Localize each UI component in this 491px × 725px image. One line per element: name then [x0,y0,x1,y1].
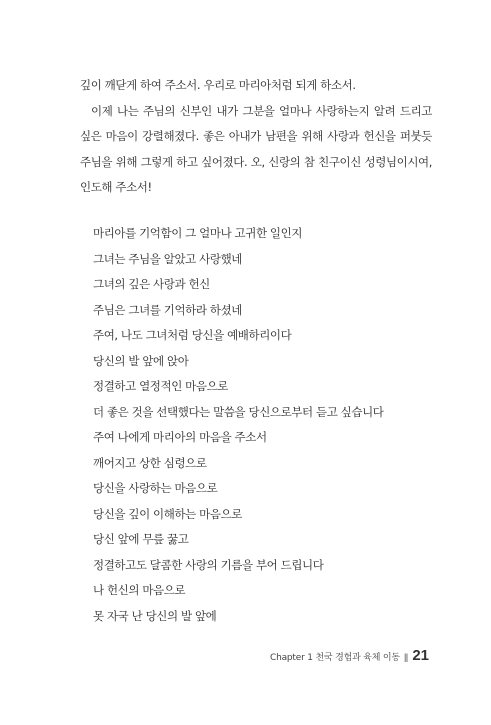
footer-separator: ǁ [403,653,409,663]
chapter-running-head: Chapter 1 천국 경험과 육체 이동 [270,653,400,663]
poem-line: 깨어지고 상한 심령으로 [93,455,207,470]
page-number: 21 [412,647,429,664]
poem-line: 정결하고도 달콤한 사랑의 기름을 부어 드립니다 [93,557,324,572]
poem-line: 그녀는 주님을 알았고 사랑했네 [93,251,242,266]
poem-line: 정결하고 열정적인 마음으로 [93,379,229,393]
poem-line: 주님은 그녀를 기억하라 하셨네 [93,302,242,317]
poem-line: 나 헌신의 마음으로 [93,583,186,597]
poem-block [93,221,453,629]
poem-line: 마리아를 기억함이 그 얼마나 고귀한 일인지 [93,226,303,240]
poem-line: 그녀의 깊은 사랑과 헌신 [93,277,210,291]
poem-line: 못 자국 난 당신의 발 앞에 [93,608,217,623]
poem-line: 당신을 깊이 이해하는 마음으로 [93,506,242,521]
poem-line: 당신을 사랑하는 마음으로 [93,481,218,495]
page-footer [270,647,429,664]
poem-line: 당신 앞에 무릎 꿇고 [93,532,189,546]
poem-line: 주여 나에게 마리아의 마음을 주소서 [93,430,267,444]
prose-section [80,73,432,201]
poem-line: 더 좋은 것을 선택했다는 말씀을 당신으로부터 듣고 싶습니다 [93,404,384,419]
poem-line: 당신의 발 앞에 앉아 [93,353,189,368]
paragraph-body: 이제 나는 주님의 신부인 내가 그분을 얼마나 사랑하는지 알려 드리고 싶은 마음이 강렬해졌다. 좋은 아내가 남편을 위해 사랑과 헌신을 퍼붓듯 주님을 위해 그렇게 하고 싶어졌다. 오, 신랑의 참 친구이신 성령님이시여, 인도해 주소서! [80,103,432,194]
paragraph-continuation: 깊이 깨닫게 하여 주소서. 우리로 마리아처럼 되게 하소서. [80,78,356,92]
poem-line: 주여, 나도 그녀처럼 당신을 예배하리이다 [93,328,292,342]
